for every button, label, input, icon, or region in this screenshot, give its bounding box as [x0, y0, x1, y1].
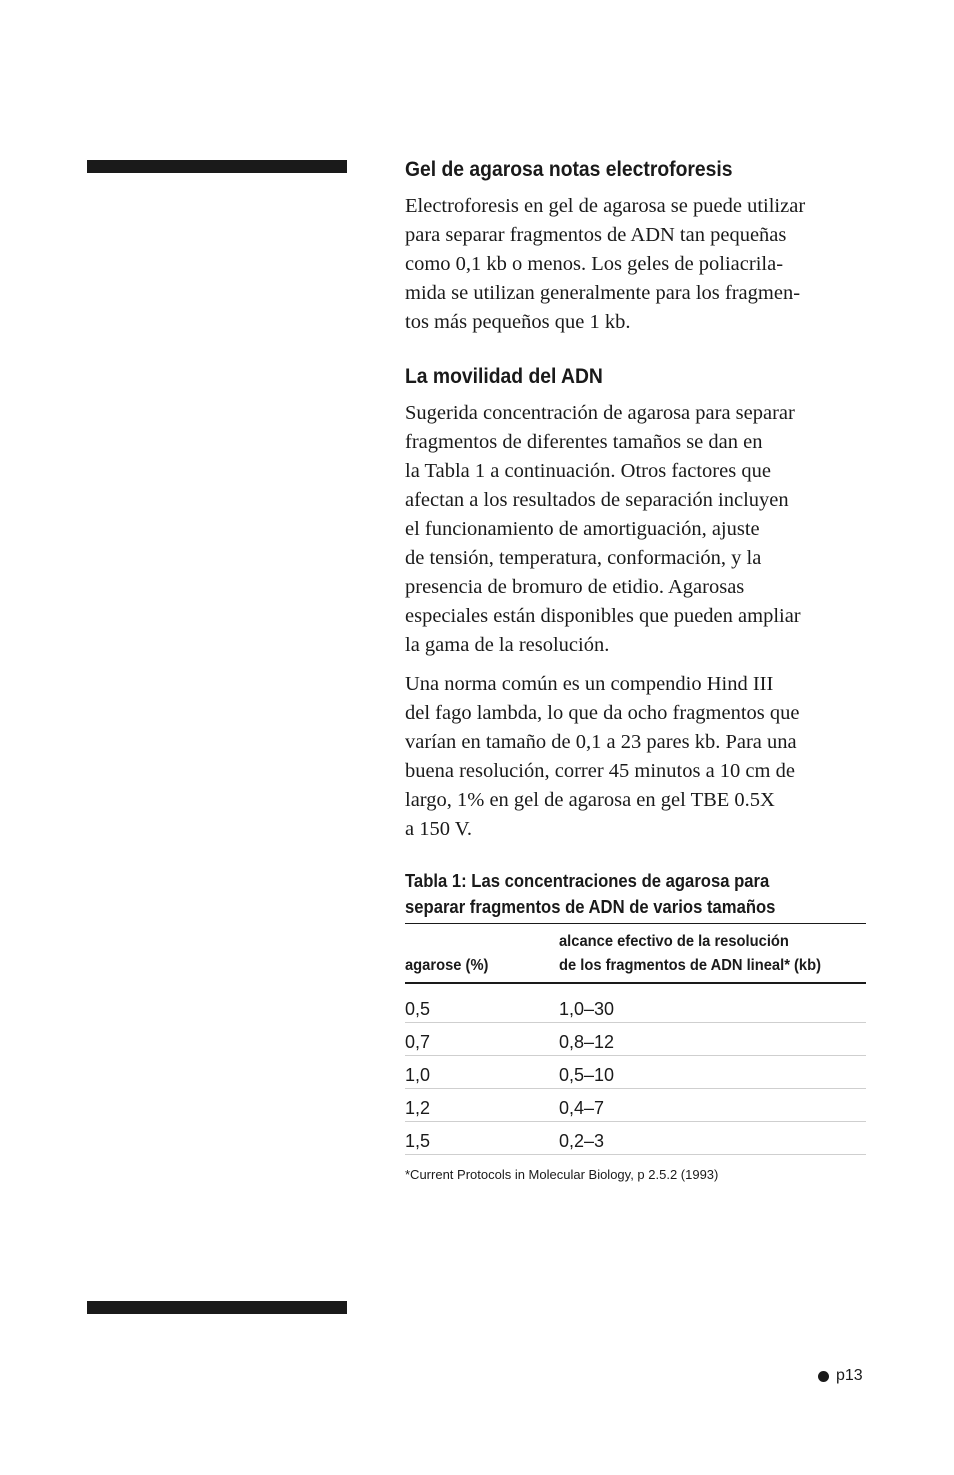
agarose-table [405, 924, 866, 1155]
text-line: mida se utilizan generalmente para los fragmen- [405, 282, 801, 304]
cell-agarose: 1,2 [405, 1089, 559, 1122]
caption-line: Tabla 1: Las concentraciones de agarosa para [405, 870, 770, 891]
page-number-text: p13 [836, 1367, 863, 1384]
table-row [405, 1089, 866, 1122]
text-line: Electroforesis en gel de agarosa se puede utilizar [405, 195, 806, 217]
cell-range: 0,5–10 [559, 1056, 866, 1089]
cell-agarose: 0,5 [405, 983, 559, 1023]
table-caption [405, 868, 875, 920]
paragraph-gel [405, 192, 875, 337]
text-line: tos más pequeños que 1 kb. [405, 311, 631, 333]
section-heading-mobility: La movilidad del ADN [405, 365, 603, 388]
text-line: de tensión, temperatura, conformación, y la [405, 547, 762, 569]
header-agarose: agarose (%) [405, 957, 489, 974]
text-line: Sugerida concentración de agarosa para separar [405, 402, 795, 424]
paragraph-mobility-1 [405, 399, 875, 660]
text-line: buena resolución, correr 45 minutos a 10 cm de [405, 760, 795, 782]
table-row [405, 1122, 866, 1155]
text-line: del fago lambda, lo que da ocho fragmentos que [405, 702, 800, 724]
text-line: presencia de bromuro de etidio. Agarosas [405, 576, 745, 598]
table-footnote: *Current Protocols in Molecular Biology, p 2.5.2 (1993) [405, 1167, 719, 1182]
table-row [405, 1023, 866, 1056]
cell-agarose: 1,5 [405, 1122, 559, 1155]
header-range: alcance efectivo de la resolución de los fragmentos de ADN lineal* (kb) [559, 933, 822, 974]
page-number [818, 1367, 863, 1385]
table-row [405, 983, 866, 1023]
text-line: a 150 V. [405, 818, 473, 840]
text-line: largo, 1% en gel de agarosa en gel TBE 0.5X [405, 789, 775, 811]
text-line: el funcionamiento de amortiguación, ajuste [405, 518, 760, 540]
caption-line: separar fragmentos de ADN de varios tamaños [405, 896, 776, 917]
bullet-icon [818, 1371, 829, 1382]
text-line: la gama de la resolución. [405, 634, 610, 656]
main-column [405, 156, 875, 1182]
bottom-rule [87, 1301, 347, 1314]
text-line: varían en tamaño de 0,1 a 23 pares kb. Para una [405, 731, 797, 753]
cell-range: 0,2–3 [559, 1122, 866, 1155]
text-line: Una norma común es un compendio Hind III [405, 673, 774, 695]
cell-range: 1,0–30 [559, 983, 866, 1023]
text-line: la Tabla 1 a continuación. Otros factores que [405, 460, 771, 482]
text-line: fragmentos de diferentes tamaños se dan en [405, 431, 763, 453]
cell-agarose: 0,7 [405, 1023, 559, 1056]
text-line: afectan a los resultados de separación incluyen [405, 489, 789, 511]
section-heading-gel: Gel de agarosa notas electroforesis [405, 158, 733, 181]
paragraph-mobility-2 [405, 670, 875, 844]
text-line: para separar fragmentos de ADN tan pequeñas [405, 224, 787, 246]
cell-agarose: 1,0 [405, 1056, 559, 1089]
table-row [405, 1056, 866, 1089]
cell-range: 0,4–7 [559, 1089, 866, 1122]
text-line: como 0,1 kb o menos. Los geles de poliacrila- [405, 253, 784, 275]
text-line: especiales están disponibles que pueden ampliar [405, 605, 801, 627]
top-rule [87, 160, 347, 173]
cell-range: 0,8–12 [559, 1023, 866, 1056]
